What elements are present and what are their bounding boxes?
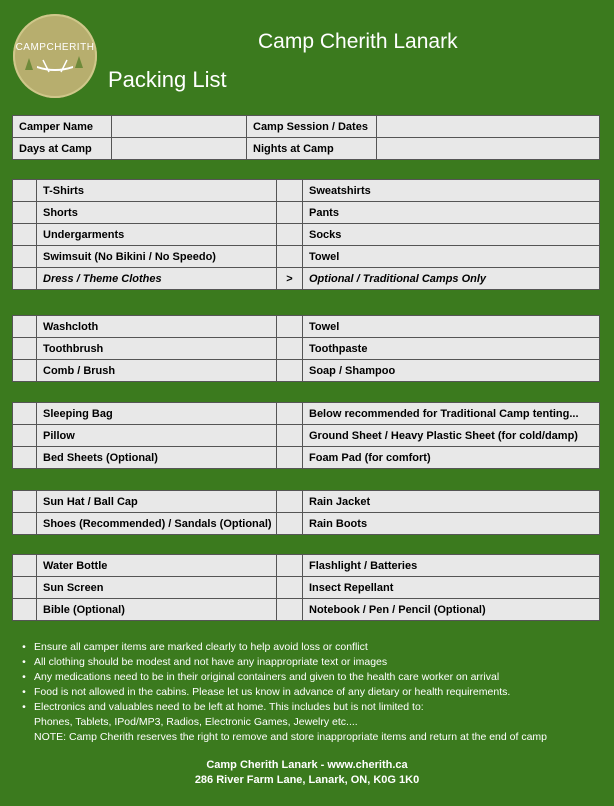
footer-line2: 286 River Farm Lane, Lanark, ON, K0G 1K0 <box>194 774 420 786</box>
checkbox-right[interactable] <box>277 447 303 469</box>
packing-group-5 <box>12 554 600 621</box>
packing-row <box>13 425 600 447</box>
packing-group-1 <box>12 179 600 290</box>
checkbox-left[interactable] <box>13 555 37 577</box>
checkbox-left[interactable] <box>13 360 37 382</box>
note-item <box>14 640 547 655</box>
item-right: Rain Jacket <box>303 491 600 513</box>
note-text: Any medications need to be in their original containers and given to the health care worker on arrival <box>34 671 500 683</box>
checkbox-right[interactable] <box>277 360 303 382</box>
item-right: Insect Repellant <box>303 577 600 599</box>
item-right: Optional / Traditional Camps Only <box>303 268 600 290</box>
packing-row <box>13 403 600 425</box>
checkbox-left[interactable] <box>13 246 37 268</box>
item-left: Swimsuit (No Bikini / No Speedo) <box>37 246 277 268</box>
camper-name-label: Camper Name <box>13 116 112 138</box>
packing-row <box>13 202 600 224</box>
item-left: Shorts <box>37 202 277 224</box>
item-right: Toothpaste <box>303 338 600 360</box>
packing-row <box>13 246 600 268</box>
checkbox-left[interactable] <box>13 513 37 535</box>
item-left: Dress / Theme Clothes <box>37 268 277 290</box>
logo-text: CAMPCHERITH <box>15 42 95 53</box>
item-right: Rain Boots <box>303 513 600 535</box>
camp-logo <box>13 14 97 98</box>
checkbox-right[interactable] <box>277 224 303 246</box>
item-right: Flashlight / Batteries <box>303 555 600 577</box>
item-left: Bed Sheets (Optional) <box>37 447 277 469</box>
bullet-icon: • <box>22 686 26 698</box>
canoe-icon <box>13 14 97 98</box>
note-item <box>14 655 547 670</box>
item-right: Soap / Shampoo <box>303 360 600 382</box>
packing-row <box>13 360 600 382</box>
checkbox-right[interactable] <box>277 403 303 425</box>
checkbox-right[interactable] <box>277 513 303 535</box>
checkbox-left[interactable] <box>13 316 37 338</box>
packing-group-3 <box>12 402 600 469</box>
notes-section <box>14 640 547 745</box>
session-label: Camp Session / Dates <box>247 116 377 138</box>
checkbox-left[interactable] <box>13 577 37 599</box>
item-left: T-Shirts <box>37 180 277 202</box>
packing-group-4 <box>12 490 600 535</box>
session-field[interactable] <box>377 116 600 138</box>
camper-name-field[interactable] <box>112 116 247 138</box>
item-right: Towel <box>303 246 600 268</box>
bullet-icon: • <box>22 641 26 653</box>
note-text: All clothing should be modest and not have any inappropriate text or images <box>34 656 388 668</box>
checkbox-left[interactable] <box>13 447 37 469</box>
checkbox-left[interactable] <box>13 599 37 621</box>
checkbox-right[interactable] <box>277 425 303 447</box>
item-left: Undergarments <box>37 224 277 246</box>
checkbox-right[interactable] <box>277 491 303 513</box>
packing-row <box>13 268 600 290</box>
checkbox-left[interactable] <box>13 403 37 425</box>
item-left: Washcloth <box>37 316 277 338</box>
item-left: Water Bottle <box>37 555 277 577</box>
days-label: Days at Camp <box>13 138 112 160</box>
packing-row <box>13 316 600 338</box>
packing-row <box>13 180 600 202</box>
checkbox-right[interactable] <box>277 599 303 621</box>
item-left: Comb / Brush <box>37 360 277 382</box>
checkbox-right[interactable] <box>277 246 303 268</box>
note-item <box>14 700 547 715</box>
item-left: Sleeping Bag <box>37 403 277 425</box>
checkbox-left[interactable] <box>13 180 37 202</box>
checkbox-right[interactable] <box>277 202 303 224</box>
checkbox-left[interactable] <box>13 425 37 447</box>
item-right: Pants <box>303 202 600 224</box>
item-left: Shoes (Recommended) / Sandals (Optional) <box>37 513 277 535</box>
packing-row <box>13 599 600 621</box>
days-field[interactable] <box>112 138 247 160</box>
packing-row <box>13 491 600 513</box>
checkbox-right[interactable] <box>277 338 303 360</box>
packing-row <box>13 447 600 469</box>
checkbox-left[interactable] <box>13 268 37 290</box>
note-item <box>14 670 547 685</box>
checkbox-left[interactable] <box>13 224 37 246</box>
packing-row <box>13 513 600 535</box>
checkbox-left[interactable] <box>13 338 37 360</box>
checkbox-right[interactable]: > <box>277 268 303 290</box>
packing-row <box>13 224 600 246</box>
item-right: Notebook / Pen / Pencil (Optional) <box>303 599 600 621</box>
bullet-icon: • <box>22 671 26 683</box>
item-right: Socks <box>303 224 600 246</box>
item-right: Below recommended for Traditional Camp tenting... <box>303 403 600 425</box>
packing-row <box>13 555 600 577</box>
checkbox-left[interactable] <box>13 202 37 224</box>
packing-row <box>13 338 600 360</box>
footer-line1: Camp Cherith Lanark - www.cherith.ca <box>206 759 408 771</box>
item-right: Towel <box>303 316 600 338</box>
note-extra: NOTE: Camp Cherith reserves the right to remove and store inappropriate items and return at the end of camp <box>34 731 547 743</box>
item-right: Ground Sheet / Heavy Plastic Sheet (for cold/damp) <box>303 425 600 447</box>
item-left: Bible (Optional) <box>37 599 277 621</box>
packing-row <box>13 577 600 599</box>
item-left: Sun Hat / Ball Cap <box>37 491 277 513</box>
checkbox-right[interactable] <box>277 180 303 202</box>
bullet-icon: • <box>22 701 26 713</box>
nights-label: Nights at Camp <box>247 138 377 160</box>
note-item <box>14 685 547 700</box>
checkbox-right[interactable] <box>277 577 303 599</box>
note-extra: Phones, Tablets, IPod/MP3, Radios, Electronic Games, Jewelry etc.... <box>34 716 358 728</box>
note-text: Food is not allowed in the cabins. Please let us know in advance of any dietary or health requirements. <box>34 686 511 698</box>
bullet-icon: • <box>22 656 26 668</box>
packing-group-2 <box>12 315 600 382</box>
item-left: Sun Screen <box>37 577 277 599</box>
nights-field[interactable] <box>377 138 600 160</box>
page-subtitle: Packing List <box>108 67 227 92</box>
item-left: Toothbrush <box>37 338 277 360</box>
checkbox-right[interactable] <box>277 316 303 338</box>
page-title: Camp Cherith Lanark <box>258 30 458 53</box>
note-text: Electronics and valuables need to be left at home. This includes but is not limited to: <box>34 701 424 713</box>
item-right: Foam Pad (for comfort) <box>303 447 600 469</box>
checkbox-right[interactable] <box>277 555 303 577</box>
item-right: Sweatshirts <box>303 180 600 202</box>
item-left: Pillow <box>37 425 277 447</box>
checkbox-left[interactable] <box>13 491 37 513</box>
camper-info-table <box>12 115 600 160</box>
note-text: Ensure all camper items are marked clearly to help avoid loss or conflict <box>34 641 368 653</box>
